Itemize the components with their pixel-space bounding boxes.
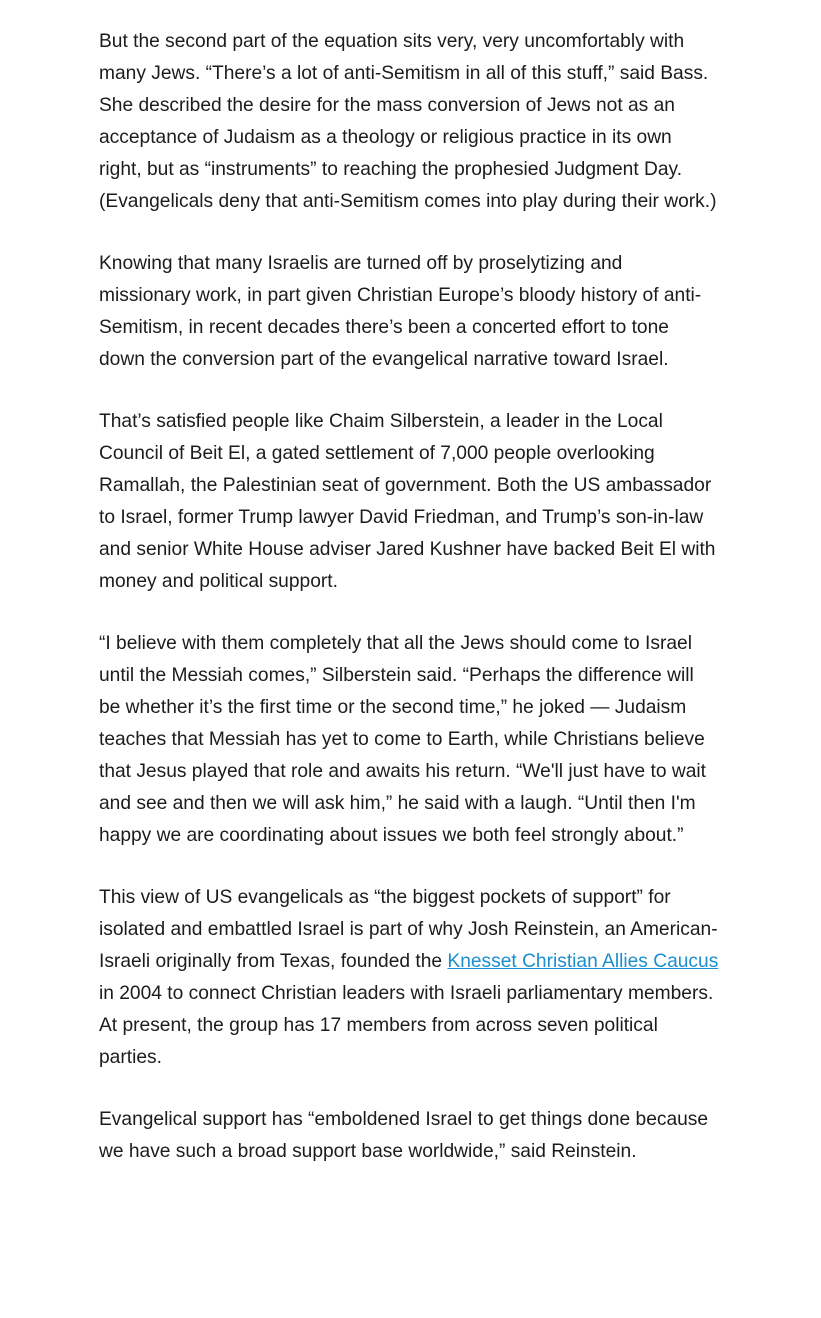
paragraph-1: But the second part of the equation sits very, very uncomfortably with many Jews. “There’s a lot of anti-Semitism in all of this stuff,” said Bass. She described the desire for the mass conversion of Jews not as an acceptance of Judaism as a theology or religious practice in its own right, but as “instruments” to reaching the prophesied Judgment Day. (Evangelicals deny that anti-Semitism comes into play during their work.) xyxy=(99,31,717,212)
paragraph-3: That’s satisfied people like Chaim Silberstein, a leader in the Local Council of Beit El, a gated settlement of 7,000 people overlooking Ramallah, the Palestinian seat of government. Both the US ambassador to Israel, former Trump lawyer David Friedman, and Trump’s son-in-law and senior White House adviser Jared Kushner have backed Beit El with money and political support. xyxy=(99,411,716,592)
paragraph-6: Evangelical support has “emboldened Israel to get things done because we have such a broad support base worldwide,” said Reinstein. xyxy=(99,1109,709,1162)
paragraph-2: Knowing that many Israelis are turned off by proselytizing and missionary work, in part given Christian Europe’s bloody history of anti-Semitism, in recent decades there’s been a concerted effort to tone down the conversion part of the evangelical narrative toward Israel. xyxy=(99,253,702,370)
paragraph-5 xyxy=(99,882,719,1074)
article-body xyxy=(99,26,719,1198)
paragraph-4: “I believe with them completely that all the Jews should come to Israel until the Messiah comes,” Silberstein said. “Perhaps the difference will be whether it’s the first time or the second time,” he joked — Judaism teaches that Messiah has yet to come to Earth, while Christians believe that Jesus played that role and awaits his return. “We'll just have to wait and see and then we will ask him,” he said with a laugh. “Until then I'm happy we are coordinating about issues we both feel strongly about.” xyxy=(99,633,706,846)
knesset-christian-allies-caucus-link[interactable]: Knesset Christian Allies Caucus xyxy=(447,951,719,972)
paragraph-5-text-after: in 2004 to connect Christian leaders with Israeli parliamentary members. At present, the group has 17 members from across seven political parties. xyxy=(99,983,714,1068)
paragraph-5-text-before: This view of US evangelicals as “the biggest pockets of support” for isolated and embattled Israel is part of why Josh Reinstein, an American-Israeli originally from Texas, founded the xyxy=(99,887,718,972)
